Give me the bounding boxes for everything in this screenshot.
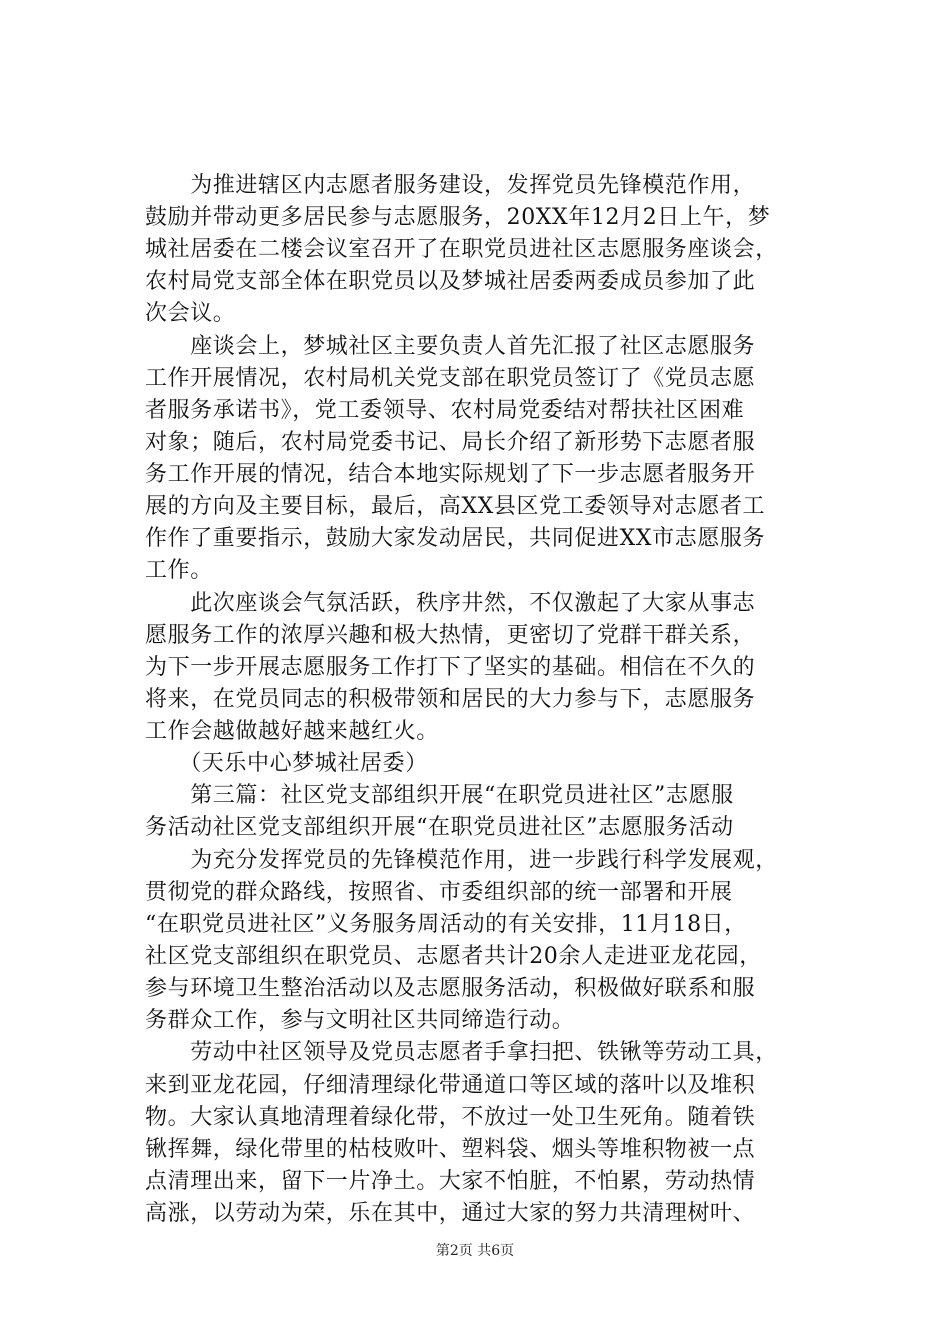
text-line: 工作会越做越好越来越红火。 (145, 719, 439, 744)
text-line: 贯彻党的群众路线，按照省、市委组织部的统一部署和开展 (145, 880, 733, 905)
text-line: 鼓励并带动更多居民参与志愿服务，20XX年12月2日上午，梦 (145, 205, 771, 230)
text-line: 展的方向及主要目标，最后，高XX县区党工委领导对志愿者工 (145, 494, 766, 519)
text-line: 物。大家认真地清理着绿化带，不放过一处卫生死角。随着铁 (145, 1105, 756, 1130)
text-line: 务群众工作，参与文明社区共同缔造行动。 (145, 1008, 575, 1033)
page-number-footer: 第2页 共6页 (435, 1243, 515, 1259)
text-line: 者服务承诺书》，党工委领导、农村局党委结对帮扶社区困难 (145, 398, 745, 423)
text-line: 劳动中社区领导及党员志愿者手拿扫把、铁锹等劳动工具， (145, 1040, 778, 1065)
text-line: 农村局党支部全体在职党员以及梦城社居委两委成员参加了此 (145, 269, 756, 294)
text-line: 来到亚龙花园，仔细清理绿化带通道口等区域的落叶以及堆积 (145, 1073, 756, 1098)
text-line: 高涨，以劳动为荣，乐在其中，通过大家的努力共清理树叶、 (145, 1201, 756, 1226)
text-line: 座谈会上，梦城社区主要负责人首先汇报了社区志愿服务 (145, 334, 756, 359)
section-heading-line: 务活动社区党支部组织开展“在职党员进社区”志愿服务活动 (145, 815, 734, 840)
text-line: 对象；随后，农村局党委书记、局长介绍了新形势下志愿者服 (145, 430, 756, 455)
text-line: 务工作开展的情况，结合本地实际规划了下一步志愿者服务开 (145, 462, 756, 487)
text-line: 社区党支部组织在职党员、志愿者共计20余人走进亚龙花园， (145, 944, 762, 969)
text-line: 为充分发挥党员的先锋模范作用，进一步践行科学发展观， (145, 848, 778, 873)
text-line: （天乐中心梦城社居委） (145, 751, 428, 776)
text-line: 锹挥舞，绿化带里的枯枝败叶、塑料袋、烟头等堆积物被一点 (145, 1137, 756, 1162)
text-line: 将来，在党员同志的积极带领和居民的大力参与下，志愿服务 (145, 687, 756, 712)
text-line: 此次座谈会气氛活跃，秩序井然，不仅激起了大家从事志 (145, 591, 756, 616)
text-line: 参与环境卫生整治活动以及志愿服务活动，积极做好联系和服 (145, 976, 756, 1001)
text-line: 点清理出来，留下一片净土。大家不怕脏，不怕累，劳动热情 (145, 1169, 756, 1194)
text-line: 为下一步开展志愿服务工作打下了坚实的基础。相信在不久的 (145, 655, 756, 680)
section-heading-line: 第三篇：社区党支部组织开展“在职党员进社区”志愿服 (145, 783, 734, 808)
text-line: “在职党员进社区”义务服务周活动的有关安排，11月18日， (145, 912, 747, 937)
text-line: 工作开展情况，农村局机关党支部在职党员签订了《党员志愿 (145, 366, 756, 391)
text-line: 愿服务工作的浓厚兴趣和极大热情，更密切了党群干群关系， (145, 623, 756, 648)
text-line: 城社居委在二楼会议室召开了在职党员进社区志愿服务座谈会， (145, 237, 778, 262)
text-line: 工作。 (145, 558, 213, 583)
text-line: 为推进辖区内志愿者服务建设，发挥党员先锋模范作用， (145, 173, 756, 198)
text-line: 作作了重要指示，鼓励大家发动居民，共同促进XX市志愿服务 (145, 526, 766, 551)
text-line: 次会议。 (145, 301, 236, 326)
